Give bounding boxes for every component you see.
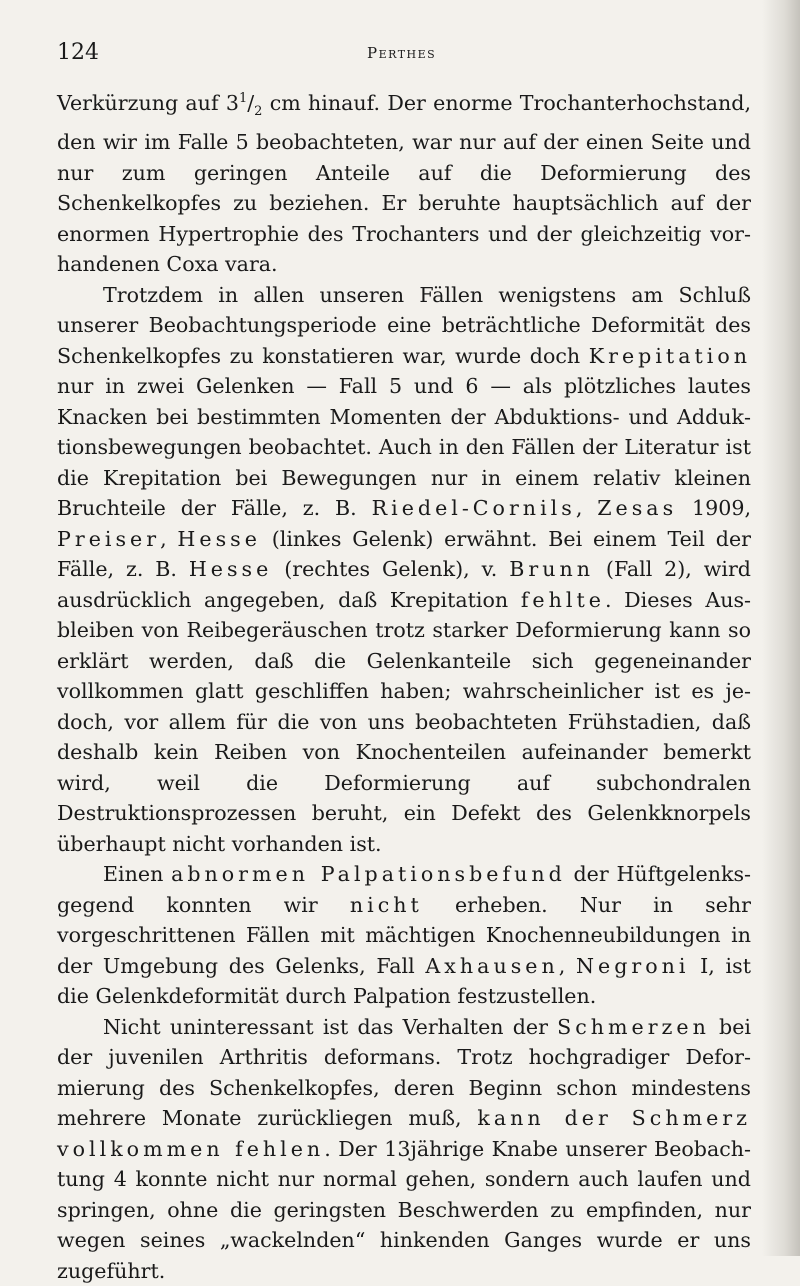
text-run: (Fall 2), wird ausdrücklich angegeben, daß Krepitation — [57, 557, 751, 612]
spaced-emphasis: fehlte — [520, 587, 605, 612]
text-run: I, ist die Gelenkdeformität durch Palpation festzustellen. — [57, 953, 751, 1009]
body-text — [57, 84, 751, 1286]
spaced-emphasis: Preiser — [57, 526, 161, 551]
text-run: , — [558, 953, 576, 978]
text-run: erheben. Nur in sehr vorgeschrittenen Fällen mit mächtigen Knochenneubildungen in der Umgebung des Gelenks, Fall — [57, 892, 752, 978]
spaced-emphasis: Hesse — [177, 526, 261, 551]
spaced-emphasis: Negroni — [575, 953, 690, 978]
text-run: / — [247, 90, 255, 115]
spaced-emphasis: Axhausen — [425, 953, 559, 978]
spaced-emphasis: Krepitation — [588, 343, 751, 368]
paragraph — [57, 280, 751, 860]
text-run: 2 — [254, 103, 263, 119]
text-run: . Der 13jährige Knabe unserer Beobachtung 4 konnte nicht nur normal gehen, sondern auch laufen und springen, ohne die geringsten Beschwerden zu empfinden, nur wegen seines „wackelnden“ hinkenden Ganges wurde er uns zugeführt. — [57, 1136, 752, 1283]
running-head: Perthes — [367, 44, 437, 62]
page-number: 124 — [57, 40, 99, 65]
text-run: nur in zwei Gelenken — Fall 5 und 6 — als plötzliches lautes Knacken bei bestimmten Momenten der Abduktions- und Adduktionsbewegungen beobachtet. Auch in den Fällen der Literatur ist die Krepitation bei Bewegungen nur in einem relativ kleinen Bruchteile der Fälle, z. B. — [57, 374, 751, 521]
text-run: , — [160, 526, 178, 551]
paragraph — [57, 1012, 751, 1286]
page-edge-shadow — [762, 0, 800, 1256]
text-run: (rechtes Gelenk), v. — [272, 557, 510, 582]
paragraph — [57, 859, 751, 1012]
text-run: , — [575, 496, 598, 521]
spaced-emphasis: nicht — [349, 892, 423, 917]
text-run: 1909, — [677, 496, 751, 521]
spaced-emphasis: Zesas — [597, 496, 678, 521]
text-run: . Dieses Ausbleiben von Reibegeräuschen trotz starker Deformierung kann so erklärt werden, daß die Gelenkanteile sich gegeneinander vollkommen glatt geschliffen haben; wahrscheinlicher ist es jedoch, vor allem für die von uns beobachteten Frühstadien, daß deshalb kein Reiben von Knochenteilen aufeinander bemerkt wird, weil die Deformierung auf subchondralen Destruktionsprozessen beruht, ein Defekt des Gelenkknorpels überhaupt nicht vorhanden ist. — [57, 587, 752, 856]
text-run: Trotzdem in allen unseren Fällen wenigstens am Schluß unserer Beobachtungsperiode eine beträchtliche Deformität des Schenkelkopfes zu konstatieren war, wurde doch — [57, 282, 751, 368]
spaced-emphasis: Hesse — [188, 557, 273, 582]
text-run: cm hinauf. Der enorme Trochanterhochstand, den wir im Falle 5 beobachteten, war nur auf der einen Seite und nur zum geringen Anteile auf die Deformierung des Schenkelkopfes zu beziehen. Er beruhte hauptsächlich auf der enormen Hypertrophie des Trochanters und der gleichzeitig vorhandenen Coxa vara. — [57, 90, 751, 277]
text-run: (linkes Gelenk) erwähnt. Bei einem Teil der Fälle, z. B. — [57, 526, 752, 582]
page-header — [57, 40, 755, 70]
spaced-emphasis: Schmerzen — [557, 1014, 710, 1039]
spaced-emphasis: Riedel-Cornils — [371, 496, 576, 521]
text-run: Verkürzung auf 3 — [57, 90, 239, 115]
spaced-emphasis: kann der Schmerz vollkommen fehlen — [57, 1106, 751, 1161]
text-run: bei der juvenilen Arthritis deformans. Trotz hochgradiger Deformierung des Schenkelkopfes, deren Beginn schon mindestens mehrere Monate zurückliegen muß, — [57, 1014, 751, 1131]
spaced-emphasis: abnormen Palpationsbefund — [171, 862, 566, 887]
spaced-emphasis: Brunn — [509, 557, 595, 582]
text-run: Einen — [103, 862, 172, 887]
text-run: der Hüftgelenksgegend konnten wir — [57, 862, 751, 917]
text-run: 1 — [238, 91, 248, 106]
paragraph — [57, 84, 751, 280]
text-run: Nicht uninteressant ist das Verhalten der — [103, 1014, 558, 1039]
